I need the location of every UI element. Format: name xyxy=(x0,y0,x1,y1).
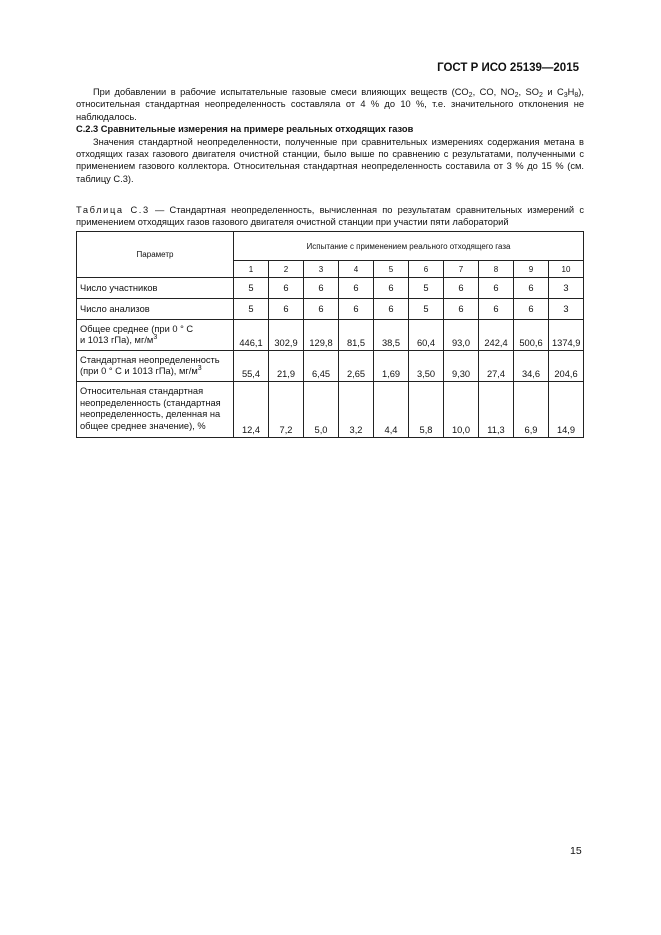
table-cell: 27,4 xyxy=(479,351,514,382)
table-cell: 21,9 xyxy=(269,351,304,382)
table-row xyxy=(77,278,584,299)
table-row xyxy=(77,382,584,438)
table-caption xyxy=(76,204,584,228)
column-header: 8 xyxy=(479,261,514,278)
column-header: 4 xyxy=(339,261,374,278)
table-cell: 12,4 xyxy=(234,382,269,438)
table-cell: 14,9 xyxy=(549,382,584,438)
table-cell: 446,1 xyxy=(234,320,269,351)
table-cell: 6 xyxy=(304,278,339,299)
table-row xyxy=(77,299,584,320)
paragraph-interfering-substances: При добавлении в рабочие испытательные газовые смеси влияющих веществ ($CO_2$, CO, $NO_2$, $SO_2$ и $C_3H_8$), относительная стандартная неопределенность составляла от 4 % до 10 %, т.е. значительного отклонения не наблюдалось. xyxy=(76,87,584,122)
table-cell: 3,50 xyxy=(409,351,444,382)
table-cell: 5 xyxy=(409,299,444,320)
table-header-row xyxy=(77,232,584,261)
column-header: 7 xyxy=(444,261,479,278)
table-cell: 55,4 xyxy=(234,351,269,382)
table-cell: 6 xyxy=(514,299,549,320)
table-row xyxy=(77,320,584,351)
table-cell: 1374,9 xyxy=(549,320,584,351)
column-header: 9 xyxy=(514,261,549,278)
table-cell: 500,6 xyxy=(514,320,549,351)
table-cell: 7,2 xyxy=(269,382,304,438)
column-header: 10 xyxy=(549,261,584,278)
table-cell: 3 xyxy=(549,278,584,299)
table-cell: 38,5 xyxy=(374,320,409,351)
table-cell: 5,8 xyxy=(409,382,444,438)
row-label: Число анализов xyxy=(77,299,234,320)
table-cell: 6 xyxy=(374,278,409,299)
column-header: 6 xyxy=(409,261,444,278)
row-label: Стандартная неопределенность (при 0 ° С и 1013 гПа), $мг/м^3$ xyxy=(77,351,234,382)
row-label: Относительная стандартная неопределенность (стандартная неопределенность, деленная на общее среднее значение), % xyxy=(77,382,234,438)
row-label: Общее среднее (при 0 ° С и 1013 гПа), $мг/м^3$ xyxy=(77,320,234,351)
table-cell: 4,4 xyxy=(374,382,409,438)
table-cell: 6 xyxy=(374,299,409,320)
table-row xyxy=(77,351,584,382)
table-cell: 6,45 xyxy=(304,351,339,382)
table-caption-label: Таблица C.3 xyxy=(76,205,150,216)
body-text xyxy=(76,86,584,228)
table-cell: 5 xyxy=(409,278,444,299)
table-cell: 6,9 xyxy=(514,382,549,438)
uncertainty-table xyxy=(76,231,584,438)
table-cell: 5 xyxy=(234,278,269,299)
column-header: 5 xyxy=(374,261,409,278)
table-cell: 6 xyxy=(304,299,339,320)
table-cell: 6 xyxy=(339,299,374,320)
table-cell: 81,5 xyxy=(339,320,374,351)
table-cell: 129,8 xyxy=(304,320,339,351)
table-cell: 34,6 xyxy=(514,351,549,382)
table-cell: 9,30 xyxy=(444,351,479,382)
table-cell: 242,4 xyxy=(479,320,514,351)
table-cell: 93,0 xyxy=(444,320,479,351)
table-cell: 2,65 xyxy=(339,351,374,382)
page-number: 15 xyxy=(570,845,582,857)
table-cell: 6 xyxy=(479,299,514,320)
table-cell: 10,0 xyxy=(444,382,479,438)
column-header: 1 xyxy=(234,261,269,278)
paragraph-comparative-measurements: Значения стандартной неопределенности, полученные при сравнительных измерениях содержания метана в отходящих газах газового двигателя очистной станции, было выше по сравнению с результатами, полученными с применением газового коллектора. Относительная стандартная неопределенность составила от 3 % до 15 % (см. таблицу C.3). xyxy=(76,136,584,184)
column-header: 3 xyxy=(304,261,339,278)
table-cell: 302,9 xyxy=(269,320,304,351)
table-cell: 60,4 xyxy=(409,320,444,351)
document-header: ГОСТ Р ИСО 25139—2015 xyxy=(437,62,579,74)
table-cell: 5,0 xyxy=(304,382,339,438)
table-cell: 11,3 xyxy=(479,382,514,438)
table-cell: 6 xyxy=(514,278,549,299)
table-cell: 6 xyxy=(269,278,304,299)
table-cell: 3 xyxy=(549,299,584,320)
table-cell: 6 xyxy=(444,299,479,320)
section-heading: C.2.3 Сравнительные измерения на примере реальных отходящих газов xyxy=(76,124,414,135)
table-cell: 1,69 xyxy=(374,351,409,382)
table-cell: 6 xyxy=(444,278,479,299)
table-cell: 204,6 xyxy=(549,351,584,382)
row-label: Число участников xyxy=(77,278,234,299)
param-header: Параметр xyxy=(77,232,234,278)
table-cell: 5 xyxy=(234,299,269,320)
group-header: Испытание с применением реального отходящего газа xyxy=(234,232,584,261)
table-cell: 6 xyxy=(339,278,374,299)
column-header: 2 xyxy=(269,261,304,278)
table-caption-text: — Стандартная неопределенность, вычисленная по результатам сравнительных измерений с применением отходящих газов газового двигателя очистной станции при участии пяти лабораторий xyxy=(76,205,585,228)
table-cell: 6 xyxy=(479,278,514,299)
table-cell: 3,2 xyxy=(339,382,374,438)
table-cell: 6 xyxy=(269,299,304,320)
